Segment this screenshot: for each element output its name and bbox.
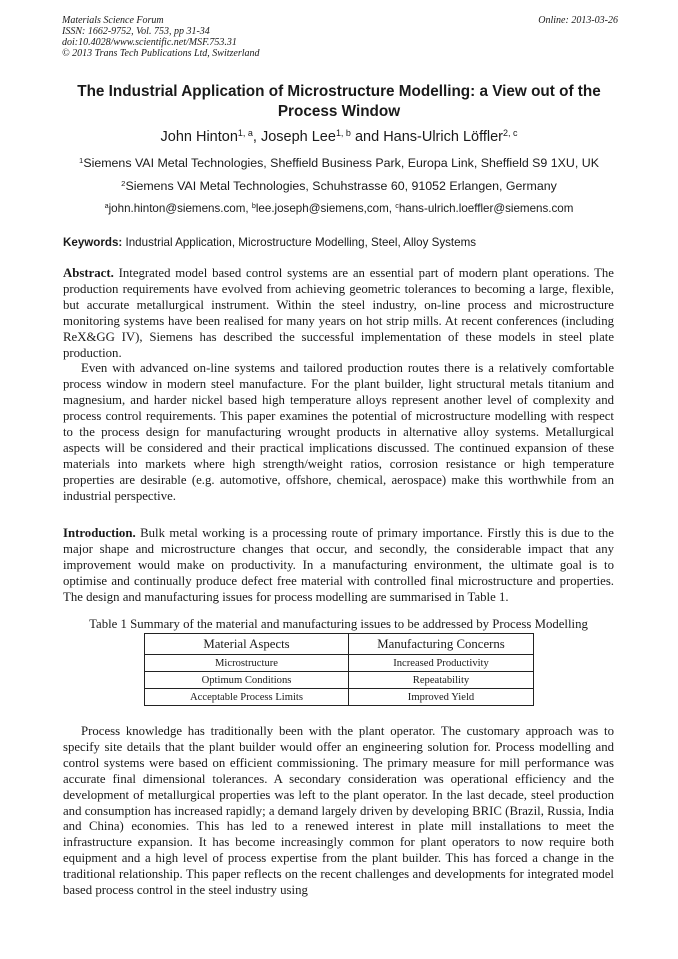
author-affil-sup: 1, b xyxy=(335,128,351,139)
introduction-paragraph-1 xyxy=(63,526,614,606)
affiliation-2 xyxy=(58,178,620,194)
author-separator: and xyxy=(350,129,384,145)
table-cell: Microstructure xyxy=(145,655,349,672)
keywords-label: Keywords: xyxy=(63,236,123,249)
abstract-label: Abstract. xyxy=(63,266,114,280)
email-sup: c xyxy=(395,201,399,211)
table-cell: Improved Yield xyxy=(349,689,534,706)
table-row xyxy=(145,689,534,706)
email-sup: a xyxy=(104,201,109,211)
introduction-text-1: Bulk metal working is a processing route of primary importance. Firstly this is due to the major shape and microstructure changes that occur, and secondly, the considerable impact that any improvement would make on productivity. In a manufacturing environment, the ultimate goal is to optimise and continually produce defect free material with controlled final microstructure and properties. The design and manufacturing issues for process modelling are summarised in Table 1. xyxy=(63,526,614,604)
author-separator: , xyxy=(252,129,261,145)
affiliation-text: Siemens VAI Metal Technologies, Sheffield Business Park, Europa Link, Sheffield S9 1XU, UK xyxy=(83,156,599,170)
author-name: John Hinton xyxy=(160,129,238,145)
table-cell: Increased Productivity xyxy=(349,655,534,672)
affiliation-sup: 2 xyxy=(121,178,126,188)
doi: doi:10.4028/www.scientific.net/MSF.753.31 xyxy=(62,37,237,48)
email-text: hans-ulrich.loeffler@siemens.com xyxy=(398,202,574,215)
author-list xyxy=(58,128,620,146)
author-emails xyxy=(58,201,620,217)
table-header-cell: Manufacturing Concerns xyxy=(349,634,534,655)
issn: ISSN: 1662-9752, Vol. 753, pp 31-34 xyxy=(62,26,210,37)
email-text: john.hinton@siemens.com, xyxy=(108,202,252,215)
author-affil-sup: 2, c xyxy=(503,128,518,139)
table-1-caption: Table 1 Summary of the material and manufacturing issues to be addressed by Process Modelling xyxy=(89,617,588,631)
introduction-paragraph-2: Process knowledge has traditionally been with the plant operator. The customary approach was to specify site details that the plant builder would offer an engineering solution for. Process modelling and control systems were based on efficient commissioning. The primary measure for mill performance was accurate final dimensional tolerances. A secondary consideration was operational efficiency and the development of metallurgical properties was left to the plant operator. In the last decade, steel production and consumption has increased rapidly; a demand largely driven by developing BRIC (Brazil, Russia, India and China) economies. This has led to a renewed interest in plate mill installations to meet the infrastructure expansion. It has become increasingly common for plant operators to now require both equipment and a high level of process expertise from the plant builder. This has forced a change in the traditional relationship. This paper reflects on the recent challenges and developments for integrated model based process control in the steel industry using xyxy=(63,724,614,898)
author-name: Hans-Ulrich Löffler xyxy=(383,129,503,145)
introduction-section xyxy=(63,526,614,606)
affiliation-sup: 1 xyxy=(79,155,84,165)
abstract-section xyxy=(63,266,614,505)
abstract-paragraph-2: Even with advanced on-line systems and tailored production routes there is a relatively comfortable process window in modern steel manufacture. For the plant builder, light structural metals titanium and magnesium, and harder nickel based high temperature alloys represent another level of complexity and process control requirements. This paper examines the potential of microstructure modelling with respect to the process design for manufacturing wrought products in alternative alloy systems. Metallurgical aspects will be considered and their practical implications discussed. The continued expansion of these materials into markets where high strength/weight ratios, corrosion resistance or high temperature properties are desirable (e.g. automotive, offshore, chemical, aerospace) make this worthwhile from an industrial perspective. xyxy=(63,361,614,503)
table-cell: Acceptable Process Limits xyxy=(145,689,349,706)
journal-name: Materials Science Forum xyxy=(62,15,164,26)
paper-title: The Industrial Application of Microstructure Modelling: a View out of the Process Window xyxy=(77,83,601,120)
introduction-continued xyxy=(63,724,614,899)
table-1 xyxy=(144,633,534,706)
table-header-cell: Material Aspects xyxy=(145,634,349,655)
table-header-row xyxy=(145,634,534,655)
table-row xyxy=(145,672,534,689)
abstract-text-1: Integrated model based control systems are an essential part of modern plant operations. The production requirements have evolved from achieving geometric tolerances to becoming a large, flexible, but accurate metallurgical instrument. Within the steel industry, on-line process and microstructure monitoring systems have been realised for many years on hot strip mills. At recent conferences (including ReX&GG IV), Siemens has described the successful implementation of these models in steel plate production. xyxy=(63,266,614,360)
affiliation-text: Siemens VAI Metal Technologies, Schuhstrasse 60, 91052 Erlangen, Germany xyxy=(125,179,557,193)
keywords xyxy=(63,235,619,251)
table-cell: Repeatability xyxy=(349,672,534,689)
email-sup: b xyxy=(251,201,256,211)
journal-header xyxy=(62,15,618,59)
table-row xyxy=(145,655,534,672)
abstract-paragraph-1 xyxy=(63,266,614,361)
keywords-text: Industrial Application, Microstructure Modelling, Steel, Alloy Systems xyxy=(122,236,477,249)
author-affil-sup: 1, a xyxy=(237,128,253,139)
author-name: Joseph Lee xyxy=(260,129,336,145)
table-cell: Optimum Conditions xyxy=(145,672,349,689)
affiliation-1 xyxy=(58,155,620,171)
online-date: Online: 2013-03-26 xyxy=(538,15,618,26)
copyright: © 2013 Trans Tech Publications Ltd, Switzerland xyxy=(62,48,260,59)
email-text: lee.joseph@siemens,com, xyxy=(255,202,396,215)
introduction-label: Introduction. xyxy=(63,526,136,540)
